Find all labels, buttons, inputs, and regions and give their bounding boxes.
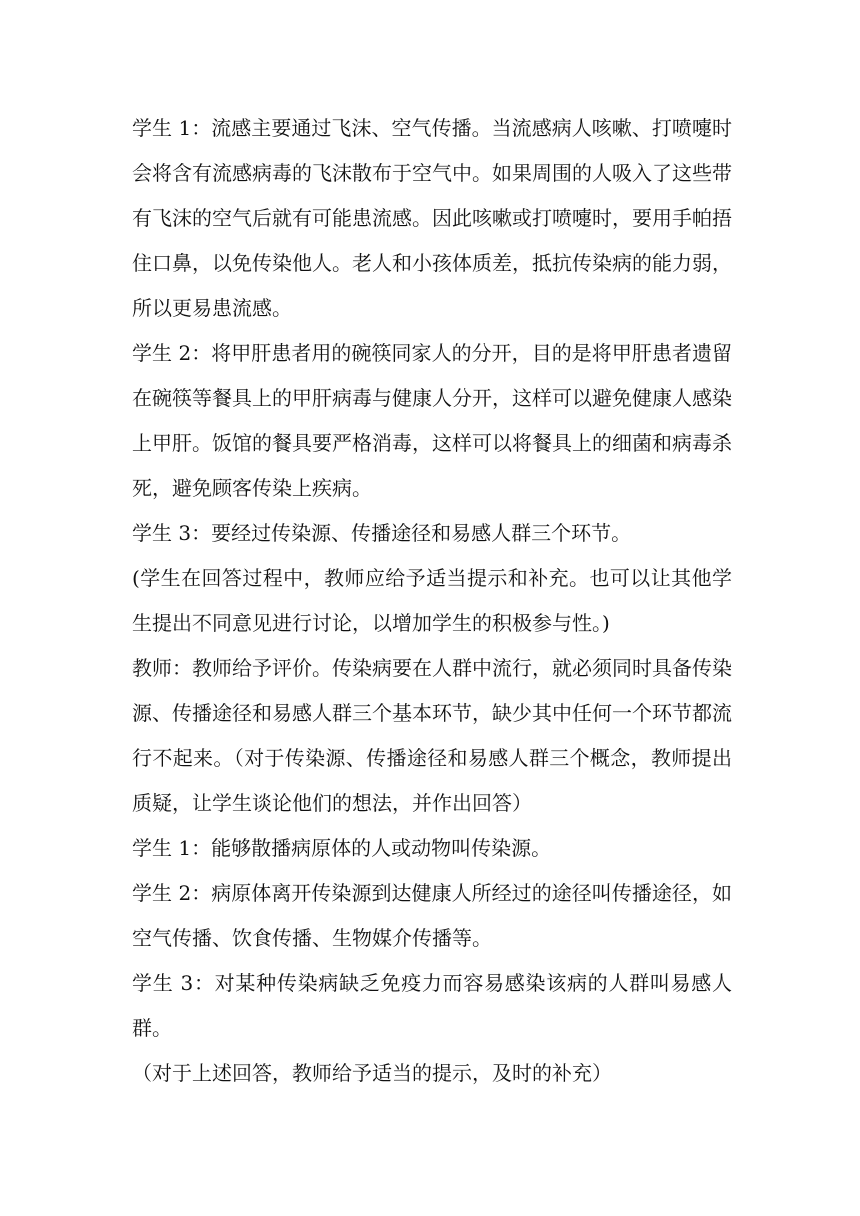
paragraph-teacher-supplement: （对于上述回答，教师给予适当的提示，及时的补充） xyxy=(132,1061,612,1085)
paragraph-student1-source: 学生 1：能够散播病原体的人或动物叫传染源。 xyxy=(132,836,552,860)
paragraph-student3-susceptible: 学生 3：对某种传染病缺乏免疫力而容易感染该病的人群叫易感人群。 xyxy=(132,971,732,1040)
paragraph-teacher-evaluation: 教师：教师给予评价。传染病要在人群中流行，就必须同时具备传染源、传播途径和易感人群三个基本环节，缺少其中任何一个环节都流行不起来。（对于传染源、传播途径和易感人群三个概念，教师提出质疑，让学生谈论他们的想法，并作出回答） xyxy=(132,656,732,815)
paragraph-teacher-note: (学生在回答过程中，教师应给予适当提示和补充。也可以让其他学生提出不同意见进行讨论，以增加学生的积极参与性。) xyxy=(132,566,732,635)
paragraph-student3-links: 学生 3：要经过传染源、传播途径和易感人群三个环节。 xyxy=(132,521,632,545)
document-body xyxy=(132,106,732,1096)
paragraph-student2-hepatitis: 学生 2：将甲肝患者用的碗筷同家人的分开，目的是将甲肝患者遗留在碗筷等餐具上的甲肝病毒与健康人分开，这样可以避免健康人感染上甲肝。饭馆的餐具要严格消毒，这样可以将餐具上的细菌和病毒杀死，避免顾客传染上疾病。 xyxy=(132,341,732,500)
paragraph-student2-route: 学生 2：病原体离开传染源到达健康人所经过的途径叫传播途径，如空气传播、饮食传播、生物媒介传播等。 xyxy=(132,881,732,950)
paragraph-student1-flu: 学生 1：流感主要通过飞沫、空气传播。当流感病人咳嗽、打喷嚏时会将含有流感病毒的飞沫散布于空气中。如果周围的人吸入了这些带有飞沫的空气后就有可能患流感。因此咳嗽或打喷嚏时，要用手帕捂住口鼻，以免传染他人。老人和小孩体质差，抵抗传染病的能力弱，所以更易患流感。 xyxy=(132,116,732,320)
